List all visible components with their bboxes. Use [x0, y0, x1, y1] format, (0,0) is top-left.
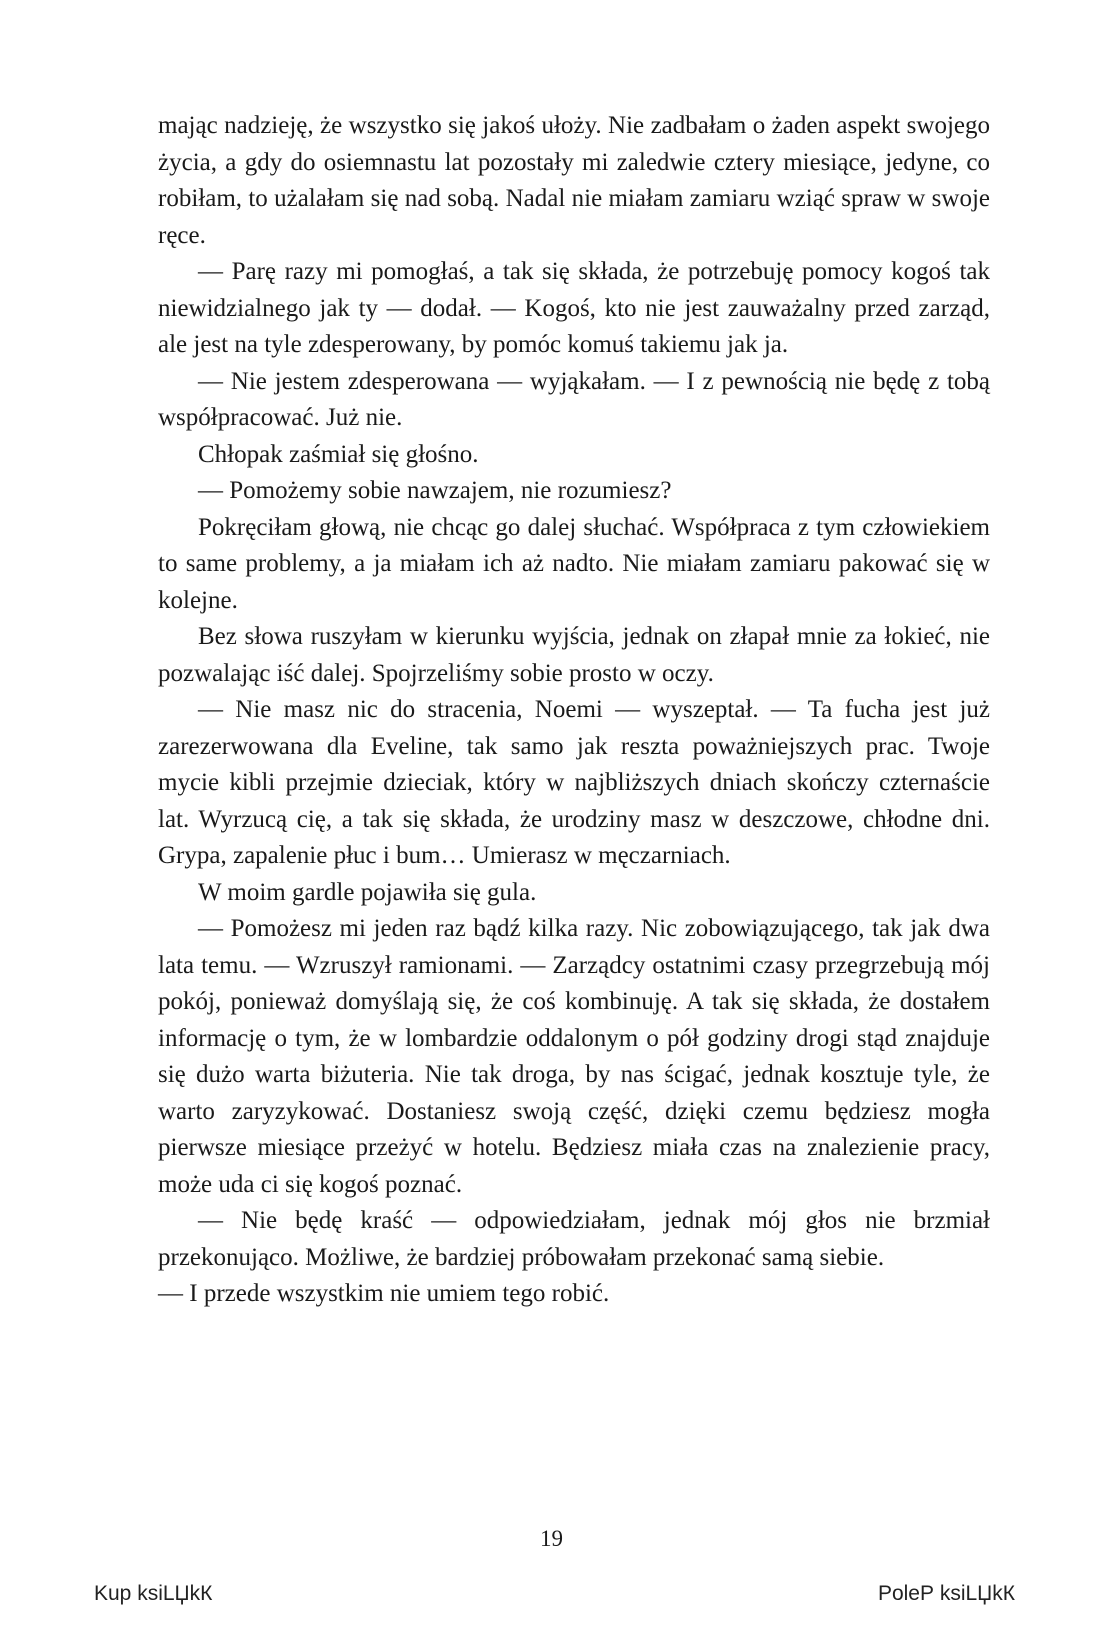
footer-recommend-book-link[interactable]: PoleР ksiLЏkК: [877, 1582, 1015, 1605]
paragraph: — Pomożesz mi jeden raz bądź kilka razy. Nic zobowiązującego, tak jak dwa lata temu. — Wzruszył ramionami. — Zarządcy ostatnimi czasy przegrzebują mój pokój, ponieważ domyślają się, że coś kombinuję. A tak się składa, że dostałem informację o tym, że w lombardzie oddalonym o pół godziny drogi stąd znajduje się dużo warta biżuteria. Nie tak droga, by nas ścigać, jednak kosztuje tyle, że warto zaryzykować. Dostaniesz swoją część, dzięki czemu będziesz mogła pierwsze miesiące przeżyć w hotelu. Będziesz miała czas na znalezienie pracy, może uda ci się kogoś poznać.: [158, 915, 990, 1198]
paragraph: — Nie masz nic do stracenia, Noemi — wyszeptał. — Ta fucha jest już zarezerwowana dla Eveline, tak samo jak reszta poważniejszych prac. Twoje mycie kibli przejmie dzieciak, który w najbliższych dniach skończy czternaście lat. Wyrzucą cię, a tak się składa, że urodziny masz w deszczowe, chłodne dni. Grypa, zapalenie płuc i bum… Umierasz w męczarniach.: [158, 696, 990, 869]
paragraph: — Nie jestem zdesperowana — wyjąkałam. — I z pewnością nie będę z tobą współpracować. Już nie.: [158, 367, 990, 431]
body-text: [158, 108, 990, 1313]
paragraph: — Nie będę kraść — odpowiedziałam, jednak mój głos nie brzmiał przekonująco. Możliwe, że bardziej próbowałam przekonać samą siebie.: [158, 1207, 990, 1271]
footer-buy-book-link[interactable]: Kup ksiLЏkК: [94, 1582, 213, 1605]
paragraph: Pokręciłam głową, nie chcąc go dalej słuchać. Współpraca z tym człowiekiem to same problemy, a ja miałam ich aż nadto. Nie miałam zamiaru pakować się w kolejne.: [158, 513, 990, 614]
paragraph: mając nadzieję, że wszystko się jakoś ułoży. Nie zadbałam o żaden aspekt swojego życia, a gdy do osiemnastu lat pozostały mi zaledwie cztery miesiące, jedyne, co robiłam, to użalałam się nad sobą. Nadal nie miałam zamiaru wziąć spraw w swoje ręce.: [158, 112, 990, 249]
paragraph: — Pomożemy sobie nawzajem, nie rozumiesz?: [198, 477, 672, 504]
paragraph: — Parę razy mi pomogłaś, a tak się składa, że potrzebuję pomocy kogoś tak niewidzialnego jak ty — dodał. — Kogoś, kto nie jest zauważalny przed zarząd, ale jest na tyle zdesperowany, by pomóc komuś takiemu jak ja.: [158, 258, 990, 358]
paragraph: — I przede wszystkim nie umiem tego robić.: [158, 1280, 610, 1307]
paragraph: W moim gardle pojawiła się gula.: [198, 878, 537, 906]
paragraph: Bez słowa ruszyłam w kierunku wyjścia, jednak on złapał mnie za łokieć, nie pozwalając iść dalej. Spojrzeliśmy sobie prosto w oczy.: [158, 623, 990, 687]
paragraph: Chłopak zaśmiał się głośno.: [198, 440, 479, 468]
page-number: 19: [540, 1526, 563, 1551]
